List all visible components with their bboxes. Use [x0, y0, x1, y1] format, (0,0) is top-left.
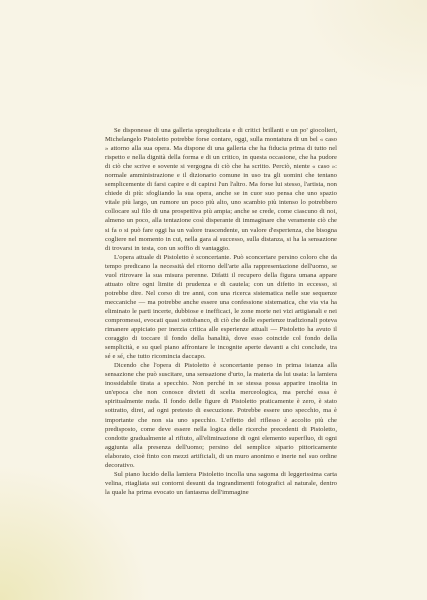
paragraph-3: Dicendo che l'opera di Pistoletto è sconcertante penso in prima istanza alla sensazione che può suscitare, una sensazione d'urto, la materia da lui usata: la lamiera inossidabile tirata a specchio. Non perché in se stessa possa apparire insolita in un'epoca che non conosce divieti di scelta merceologica, ma perché essa è spiritualmente nuda. Il fondo delle figure di Pistoletto praticamente è zero, è stato sottratto, direi, ad ogni pretesto di esecuzione. Potrebbe essere uno specchio, ma è importante che non sia uno specchio. L'effetto del riflesso è accolto più che predisposto, come deve essere nella logica delle ricerche precedenti di Pistoletto, condotte gradualmente al rifiuto, all'eliminazione di ogni elemento superfluo, di ogni aggiunta alla presenza dell'uomo; persino del semplice sipario pittoricamente elaborato, cioè finto con mezzi artificiali, di un muro anonimo e inerte nel suo ordine decorativo.	[105, 362, 337, 469]
paragraph-4: Sul piano lucido della lamiera Pistoletto incolla una sagoma di leggerissima carta velina, ritagliata sui contorni desunti da ingrandimenti fotografici al naturale, dentro la quale ha prima evocato un fantasma dell'immagine	[105, 470, 337, 496]
paragraph-1: Se disponesse di una galleria spregiudicata e di critici brillanti e un po' giocolieri, Michelangelo Pistoletto potrebbe forse contare, oggi, sulla montatura di un bel « caso » attorno alla sua opera. Ma dispone di una galleria che ha fiducia prima di tutto nel rispetto e nella dignità della forma e di un critico, in questa occasione, che ha pudore di ciò che scrive e sovente si vergogna di ciò che ha scritto. Perciò, niente « caso »: normale amministrazione e il dizionario comune in uso tra gli uomini che tentano semplicemente di farsi capire e di capirsi l'un l'altro. Ma forse lui stesso, l'artista, non chiede di più: sfogliando la sua opera, anche se in cuor suo pensa che uno spazio vitale più largo, un rumore un poco più alto, uno scambio più intenso lo potrebbero collocare sul filo di una prospettiva più ampia; anche se crede, come ciascuno di noi, almeno un poco, alla tentazione così disperante di immaginare che veramente ciò che si fa o si può fare oggi ha un valore trascendente, un valore d'esperienza, che bisogna cogliere nel momento in cui, nella gara al successo, sulla distanza, si ha la sensazione di trovarsi in testa, con un soffio di vantaggio.	[105, 127, 337, 252]
paragraph-2: L'opera attuale di Pistoletto è sconcertante. Può sconcertare persino coloro che da tempo predicano la necessità del ritorno dell'arte alla rappresentazione dell'uomo, se vuol ritrovare la sua misura perenne. Difatti il recupero della figura umana appare attuato oltre ogni limite di prudenza e di cautela; con un difetto in eccesso, si potrebbe dire. Nel corso di tre anni, con una ricerca sistematica nelle sue sequenze meccaniche — ma potrebbe anche essere una confessione sistematica, che via via ha eliminato le parti incerte, dubbiose e inefficaci, le zone morte nei vizi artigianali e nei compromessi, evocati quasi sottobanco, di ciò che delle esperienze tradizionali poteva rimanere appiciato per inerzia critica alle esperienze attuali — Pistoletto ha avuto il coraggio di toccare il fondo della banalità, dove esso coincide col fondo della semplicità, e su quel piano affrontare le incognite aperte davanti a chi conclude, tra sé e sé, che tutto ricomincia daccapo.	[105, 253, 337, 361]
text-column	[105, 126, 337, 497]
